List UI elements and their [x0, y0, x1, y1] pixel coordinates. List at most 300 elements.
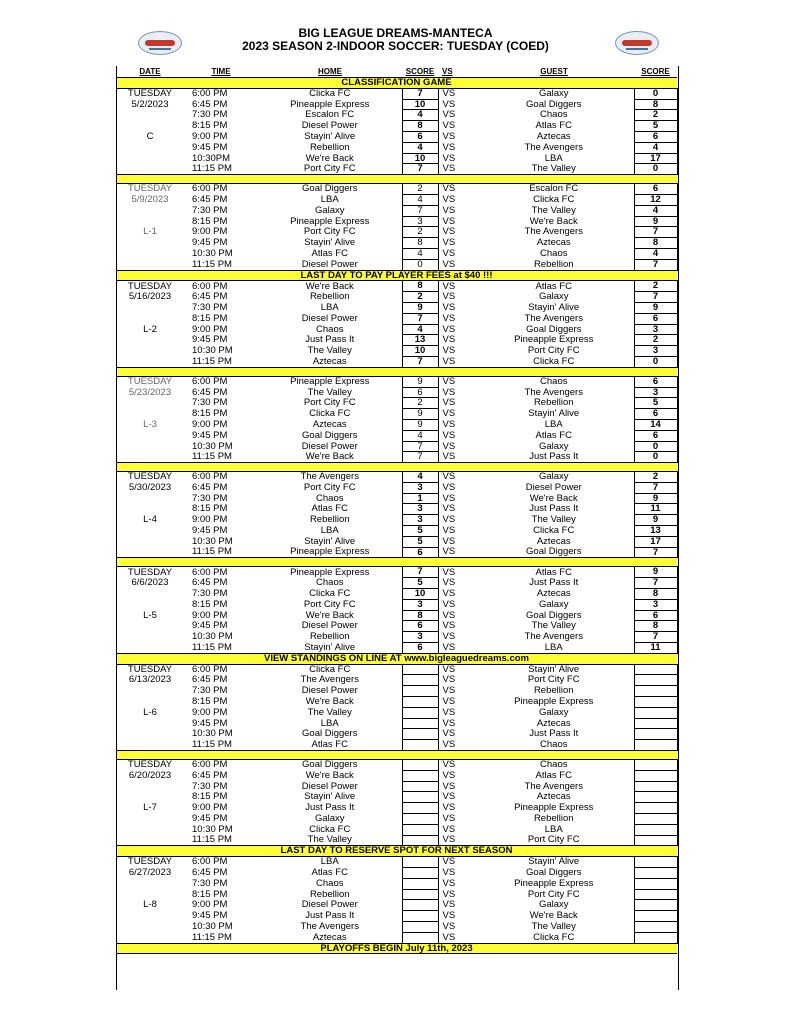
game-row [116, 781, 677, 792]
game-row [116, 599, 677, 610]
guest-team: Atlas FC [535, 566, 572, 578]
game-row [116, 419, 677, 430]
home-score: 2 [402, 292, 438, 303]
guest-team: Just Pass It [529, 577, 579, 589]
guest-team: Clicka FC [533, 525, 575, 537]
guest-team: Chaos [540, 759, 568, 771]
guest-score: 4 [634, 205, 677, 216]
home-score [402, 675, 438, 686]
guest-score [634, 900, 677, 911]
guest-team: Galaxy [538, 707, 569, 718]
home-score: 6 [402, 387, 438, 398]
game-time: 7:30 PM [192, 588, 228, 600]
game-time: 9:45 PM [192, 334, 228, 346]
home-score [402, 900, 438, 911]
week-label: L-1 [143, 226, 157, 238]
home-score [402, 664, 438, 675]
home-score [402, 911, 438, 922]
home-score [402, 760, 438, 771]
game-time: 9:00 PM [192, 226, 228, 238]
guest-team: Goal Diggers [526, 324, 582, 335]
guest-team: Galaxy [538, 441, 569, 452]
game-row [116, 356, 677, 367]
home-score [402, 781, 438, 792]
home-team: Diesel Power [301, 781, 358, 792]
vs-label: VS [442, 685, 456, 697]
home-score: 0 [402, 259, 438, 270]
vs-label: VS [442, 932, 456, 943]
guest-score: 6 [634, 184, 677, 195]
guest-team: Clicka FC [533, 194, 575, 205]
guest-score: 6 [634, 313, 677, 324]
page-subtitle: 2023 SEASON 2-INDOOR SOCCER: TUESDAY (COED) [242, 39, 549, 53]
guest-score [634, 686, 677, 697]
game-row [116, 589, 677, 600]
home-team: Atlas FC [311, 248, 348, 259]
game-time: 9:00 PM [192, 131, 228, 142]
vs-label: VS [442, 718, 456, 729]
guest-score: 14 [634, 419, 677, 430]
home-team: Chaos [316, 493, 344, 504]
game-time: 10:30 PM [192, 345, 233, 357]
game-time: 7:30 PM [192, 109, 228, 121]
home-score: 7 [402, 441, 438, 452]
guest-score: 9 [634, 302, 677, 313]
guest-score: 4 [634, 142, 677, 153]
home-team: Port City FC [303, 163, 356, 175]
game-row [116, 324, 677, 335]
game-row [116, 932, 677, 943]
week-day: TUESDAY [127, 471, 173, 483]
home-team: Port City FC [303, 397, 356, 409]
date-cell [116, 493, 184, 504]
guest-score [634, 835, 677, 846]
home-team: Clicka FC [309, 664, 351, 675]
game-time: 9:00 PM [192, 802, 228, 814]
guest-team: The Avengers [524, 631, 583, 643]
guest-team: Rebellion [533, 685, 574, 697]
home-team: Aztecas [312, 419, 347, 430]
home-team: Clicka FC [309, 824, 351, 835]
home-team: Diesel Power [301, 313, 358, 324]
week-day: TUESDAY [127, 856, 173, 868]
home-team: Rebellion [309, 631, 350, 643]
home-team: Goal Diggers [302, 183, 358, 195]
game-row [116, 99, 677, 110]
home-score: 4 [402, 110, 438, 121]
guest-team: Stayin' Alive [528, 408, 580, 420]
guest-score: 9 [634, 493, 677, 504]
vs-label: VS [442, 620, 456, 632]
vs-label: VS [442, 408, 456, 420]
home-score: 8 [402, 121, 438, 132]
date-cell [116, 238, 184, 249]
week-date: 5/30/2023 [128, 482, 172, 493]
vs-label: VS [442, 183, 456, 195]
game-row [116, 621, 677, 632]
date-cell [116, 164, 184, 175]
game-row [116, 281, 677, 292]
game-row [116, 493, 677, 504]
week-day: TUESDAY [127, 664, 173, 675]
home-score: 5 [402, 578, 438, 589]
vs-label: VS [442, 696, 456, 708]
vs-label: VS [442, 536, 456, 547]
guest-team: We're Back [529, 493, 578, 504]
guest-team: The Avengers [524, 226, 583, 238]
home-score: 4 [402, 324, 438, 335]
week-separator-bar [116, 751, 677, 760]
guest-score: 5 [634, 398, 677, 409]
home-score: 3 [402, 482, 438, 493]
game-time: 10:30 PM [192, 441, 233, 452]
game-time: 6:45 PM [192, 387, 228, 398]
home-team: Port City FC [303, 482, 356, 493]
guest-team: The Valley [531, 163, 576, 175]
vs-label: VS [442, 514, 456, 526]
game-row [116, 259, 677, 270]
game-row [116, 911, 677, 922]
game-row [116, 504, 677, 515]
week-label: L-2 [143, 324, 157, 335]
guest-team: Aztecas [536, 131, 571, 142]
guest-team: The Avengers [524, 313, 583, 324]
column-header-guest-score: SCORE [641, 67, 670, 76]
home-team: Rebellion [309, 142, 350, 153]
game-row [116, 248, 677, 259]
home-team: The Avengers [300, 674, 359, 686]
week-day: TUESDAY [127, 280, 173, 292]
vs-label: VS [442, 503, 456, 515]
guest-score: 3 [634, 387, 677, 398]
vs-label: VS [442, 248, 456, 259]
week-day: TUESDAY [127, 183, 173, 195]
vs-label: VS [442, 451, 456, 463]
vs-label: VS [442, 921, 456, 932]
game-time: 11:15 PM [192, 642, 232, 653]
date-cell [116, 313, 184, 324]
home-team: Chaos [316, 577, 344, 589]
guest-score: 7 [634, 292, 677, 303]
home-team: Goal Diggers [302, 759, 358, 771]
guest-score [634, 792, 677, 803]
home-score: 5 [402, 536, 438, 547]
week-label: L-6 [143, 707, 157, 718]
vs-label: VS [442, 345, 456, 357]
date-cell [116, 526, 184, 537]
guest-team: The Avengers [524, 781, 583, 792]
home-team: Pineapple Express [290, 547, 370, 558]
date-cell [116, 643, 184, 654]
game-row [116, 526, 677, 537]
game-row [116, 376, 677, 387]
vs-label: VS [442, 334, 456, 346]
game-row [116, 302, 677, 313]
home-score: 9 [402, 376, 438, 387]
home-team: Diesel Power [301, 259, 358, 270]
date-cell [116, 121, 184, 132]
game-time: 6:00 PM [192, 183, 228, 195]
home-team: Diesel Power [301, 120, 358, 132]
game-time: 8:15 PM [192, 216, 228, 227]
date-cell [116, 216, 184, 227]
game-time: 9:00 PM [192, 610, 228, 621]
guest-score: 0 [634, 441, 677, 452]
game-row [116, 194, 677, 205]
week-separator-bar [116, 558, 677, 567]
home-team: Clicka FC [309, 408, 351, 420]
week-date: 5/23/2023 [128, 387, 172, 398]
notice-banner-row [116, 653, 677, 664]
date-cell [116, 686, 184, 697]
guest-team: Port City FC [527, 345, 580, 357]
date-cell [116, 729, 184, 740]
guest-score [634, 803, 677, 814]
guest-team: Aztecas [536, 588, 571, 600]
guest-score [634, 770, 677, 781]
guest-team: Clicka FC [533, 932, 575, 943]
home-score [402, 835, 438, 846]
game-row [116, 88, 677, 99]
vs-label: VS [442, 397, 456, 409]
vs-label: VS [442, 642, 456, 653]
home-score: 8 [402, 610, 438, 621]
guest-score: 0 [634, 452, 677, 463]
game-row [116, 387, 677, 398]
guest-score: 8 [634, 238, 677, 249]
date-cell [116, 781, 184, 792]
vs-label: VS [442, 216, 456, 227]
home-team: The Valley [307, 387, 352, 398]
notice-banner: LAST DAY TO RESERVE SPOT FOR NEXT SEASON [116, 846, 677, 857]
game-row [116, 770, 677, 781]
game-row [116, 110, 677, 121]
date-cell [116, 814, 184, 825]
home-team: Goal Diggers [302, 728, 358, 740]
home-score [402, 686, 438, 697]
game-time: 6:00 PM [192, 280, 228, 292]
notice-banner-row [116, 270, 677, 281]
game-row [116, 153, 677, 164]
game-time: 6:00 PM [192, 566, 228, 578]
game-time: 11:15 PM [192, 739, 232, 750]
classification-banner-row [116, 78, 677, 89]
week-separator-bar [116, 463, 677, 472]
guest-score [634, 781, 677, 792]
guest-score: 0 [634, 164, 677, 175]
vs-label: VS [442, 759, 456, 771]
guest-score [634, 729, 677, 740]
home-score [402, 792, 438, 803]
game-row [116, 515, 677, 526]
guest-score [634, 814, 677, 825]
game-row [116, 900, 677, 911]
game-time: 9:00 PM [192, 419, 228, 430]
home-score: 4 [402, 430, 438, 441]
game-row [116, 205, 677, 216]
guest-score: 5 [634, 121, 677, 132]
week-separator [116, 751, 677, 760]
home-score [402, 718, 438, 729]
home-score [402, 729, 438, 740]
date-cell [116, 430, 184, 441]
column-header-date: DATE [139, 67, 161, 76]
home-team: Just Pass It [305, 802, 355, 814]
week-label: L-8 [143, 899, 157, 911]
guest-score: 2 [634, 110, 677, 121]
guest-team: Diesel Power [525, 482, 582, 493]
guest-score [634, 664, 677, 675]
home-score: 2 [402, 184, 438, 195]
week-separator-bar [116, 367, 677, 376]
guest-team: The Valley [531, 921, 576, 932]
vs-label: VS [442, 910, 456, 922]
guest-team: Aztecas [536, 237, 571, 249]
game-time: 10:30 PM [192, 921, 233, 932]
home-score: 3 [402, 599, 438, 610]
vs-label: VS [442, 588, 456, 600]
guest-score [634, 932, 677, 943]
home-team: Atlas FC [311, 867, 348, 878]
game-row [116, 164, 677, 175]
guest-score [634, 921, 677, 932]
home-score: 9 [402, 419, 438, 430]
guest-score: 0 [634, 88, 677, 99]
guest-score: 2 [634, 335, 677, 346]
home-team: Clicka FC [309, 88, 351, 100]
date-cell [116, 932, 184, 943]
week-label: L-7 [143, 802, 157, 814]
game-time: 6:45 PM [192, 867, 228, 878]
guest-score [634, 707, 677, 718]
game-row [116, 346, 677, 357]
guest-team: Just Pass It [529, 451, 579, 463]
vs-label: VS [442, 88, 456, 100]
home-team: We're Back [305, 610, 354, 621]
date-cell [116, 110, 184, 121]
game-time: 6:00 PM [192, 759, 228, 771]
home-score [402, 867, 438, 878]
guest-team: Port City FC [527, 835, 580, 846]
guest-team: Port City FC [527, 889, 580, 900]
vs-label: VS [442, 835, 456, 846]
guest-score: 7 [634, 578, 677, 589]
home-score: 13 [402, 335, 438, 346]
home-score [402, 740, 438, 751]
home-team: LBA [320, 856, 339, 868]
home-team: The Valley [307, 707, 352, 718]
guest-score: 7 [634, 632, 677, 643]
date-cell [116, 335, 184, 346]
vs-label: VS [442, 664, 456, 675]
home-team: Stayin' Alive [304, 131, 356, 142]
date-cell [116, 889, 184, 900]
home-score [402, 824, 438, 835]
home-team: Clicka FC [309, 588, 351, 600]
home-score: 4 [402, 472, 438, 483]
game-time: 8:15 PM [192, 408, 228, 420]
home-team: Chaos [316, 324, 344, 335]
guest-score: 9 [634, 567, 677, 578]
home-team: Galaxy [314, 205, 345, 216]
date-cell [116, 792, 184, 803]
home-score [402, 770, 438, 781]
week-date: 6/20/2023 [128, 770, 172, 781]
game-row [116, 335, 677, 346]
vs-label: VS [442, 313, 456, 324]
date-cell [116, 599, 184, 610]
date-cell [116, 589, 184, 600]
classification-banner: CLASSIFICATION GAME [116, 78, 677, 89]
guest-team: Galaxy [538, 88, 569, 100]
home-team: The Avengers [300, 921, 359, 932]
game-row [116, 441, 677, 452]
game-time: 9:45 PM [192, 430, 228, 441]
game-row [116, 718, 677, 729]
vs-label: VS [442, 856, 456, 868]
game-time: 9:45 PM [192, 910, 228, 922]
game-row [116, 686, 677, 697]
guest-team: Goal Diggers [526, 99, 582, 110]
home-team: Pineapple Express [290, 376, 370, 387]
game-row [116, 184, 677, 195]
game-row [116, 142, 677, 153]
home-team: Just Pass It [305, 334, 355, 346]
league-logo-right [615, 31, 659, 55]
game-row [116, 867, 677, 878]
guest-team: Goal Diggers [526, 547, 582, 558]
game-time: 6:00 PM [192, 88, 228, 100]
notice-banner: PLAYOFFS BEGIN July 11th, 2023 [116, 943, 677, 954]
vs-label: VS [442, 813, 456, 824]
home-score: 4 [402, 248, 438, 259]
column-header-vs: VS [442, 67, 453, 76]
column-header-guest: GUEST [540, 67, 568, 76]
schedule-table [116, 66, 678, 954]
week-separator-bar [116, 175, 677, 184]
home-team: Galaxy [314, 813, 345, 824]
guest-team: Galaxy [538, 471, 569, 483]
vs-label: VS [442, 781, 456, 792]
game-time: 11:15 PM [192, 932, 232, 943]
week-date: 6/27/2023 [128, 867, 172, 878]
game-row [116, 729, 677, 740]
home-score [402, 697, 438, 708]
home-team: Pineapple Express [290, 99, 370, 110]
game-time: 7:30 PM [192, 493, 228, 504]
vs-label: VS [442, 120, 456, 132]
home-team: Atlas FC [311, 503, 348, 515]
game-row [116, 578, 677, 589]
game-time: 9:45 PM [192, 718, 228, 729]
game-row [116, 430, 677, 441]
guest-score [634, 697, 677, 708]
home-score: 9 [402, 302, 438, 313]
week-day: TUESDAY [127, 88, 173, 100]
game-row [116, 238, 677, 249]
vs-label: VS [442, 547, 456, 558]
game-time: 6:45 PM [192, 99, 228, 110]
guest-score: 6 [634, 131, 677, 142]
guest-score: 12 [634, 194, 677, 205]
vs-label: VS [442, 674, 456, 686]
week-label: L-4 [143, 514, 157, 526]
guest-score [634, 867, 677, 878]
game-row [116, 482, 677, 493]
date-cell [116, 441, 184, 452]
home-team: LBA [320, 718, 339, 729]
home-score: 3 [402, 504, 438, 515]
